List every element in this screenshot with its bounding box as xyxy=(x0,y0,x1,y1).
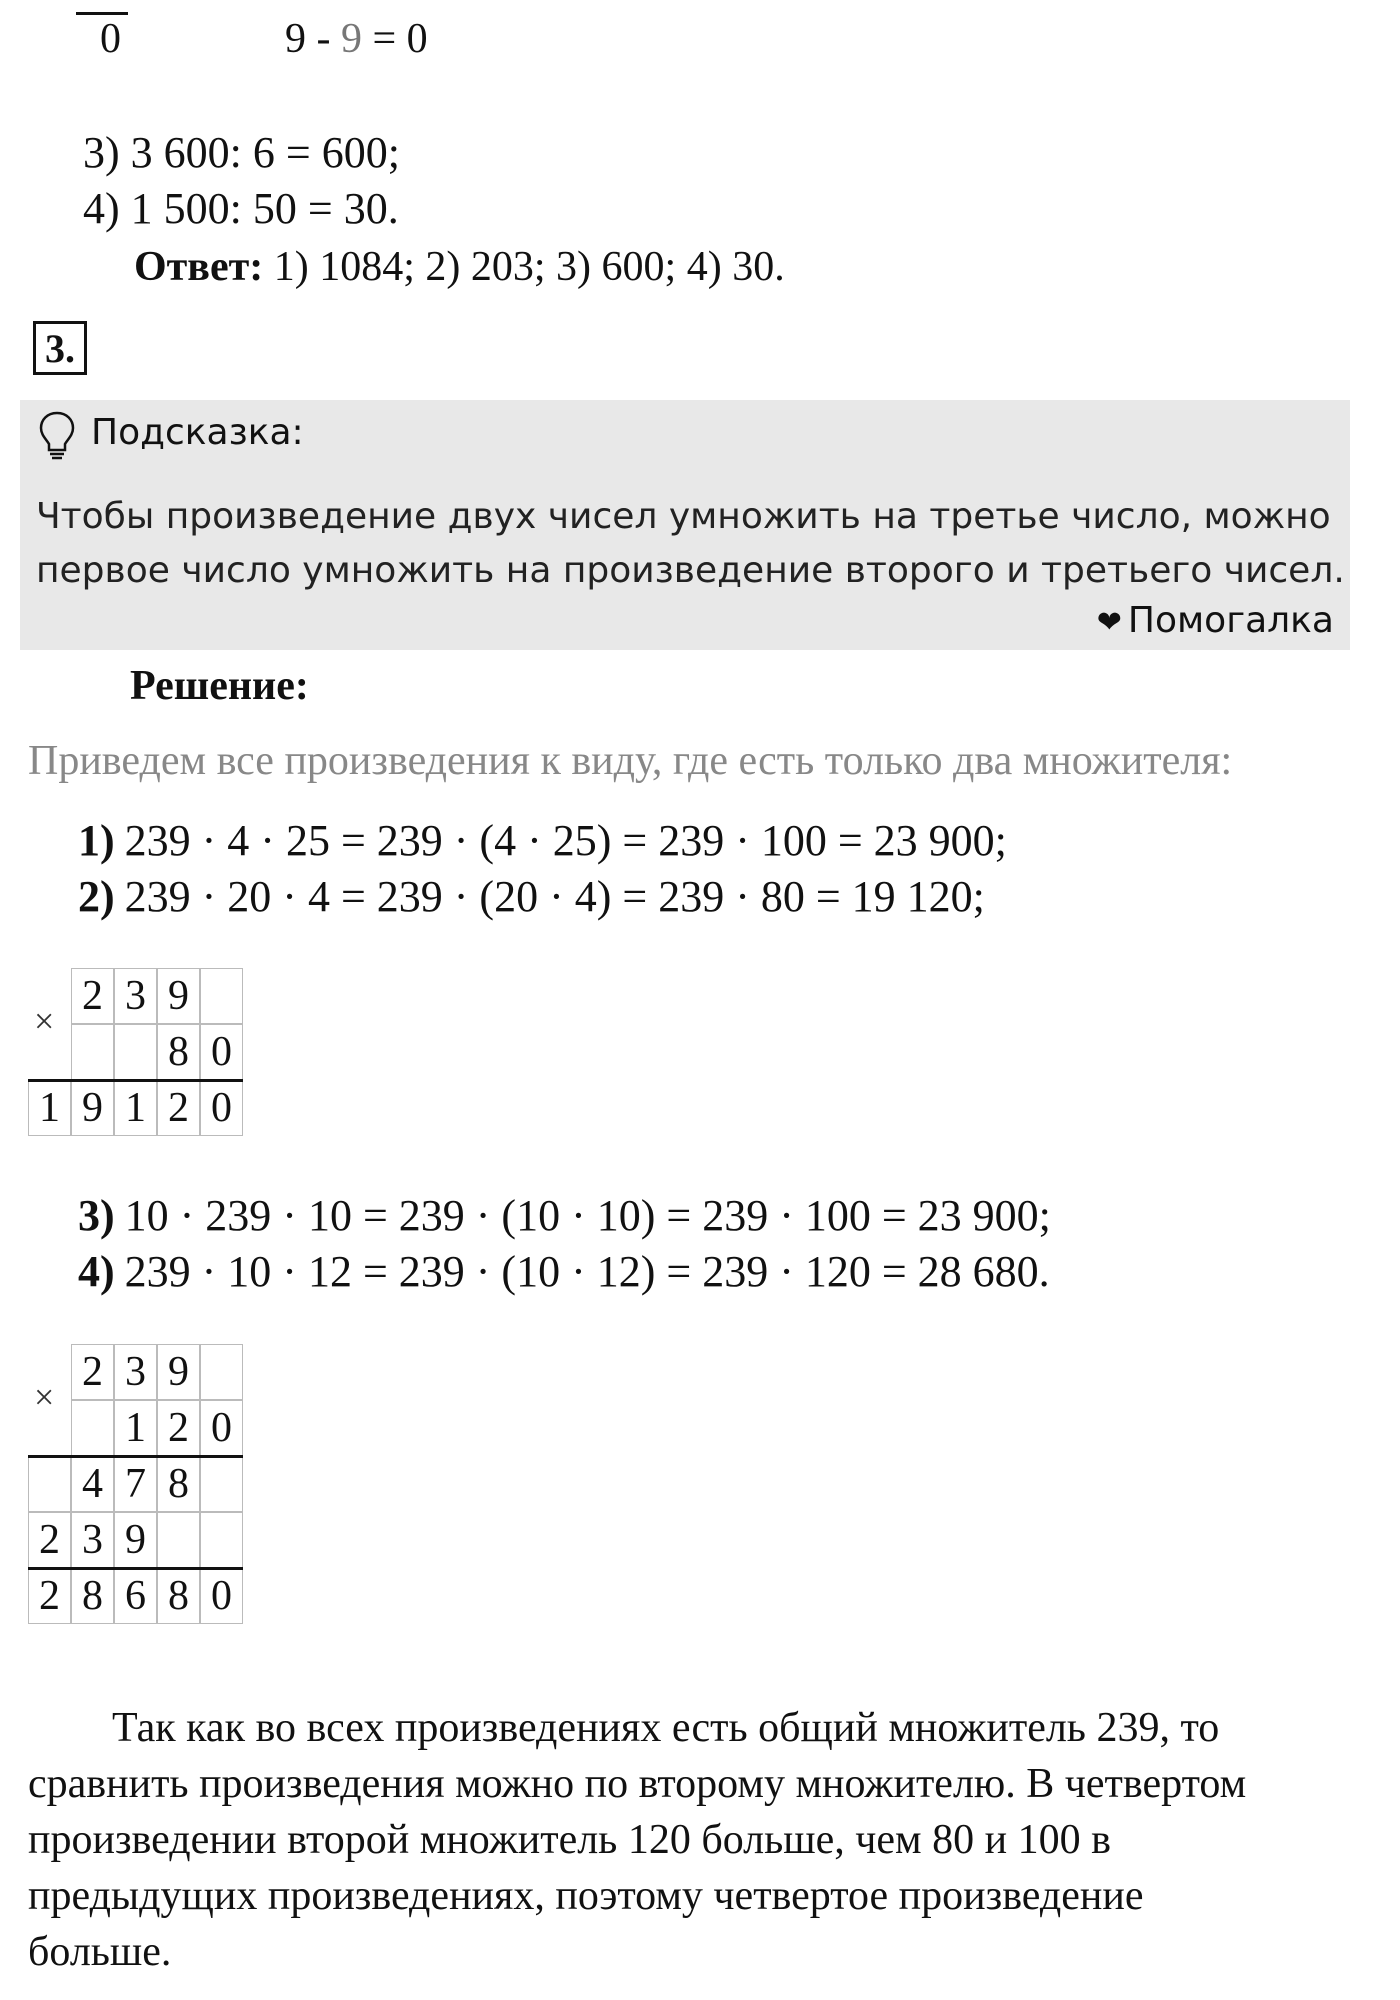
sum-line xyxy=(28,1455,243,1458)
grid-cell xyxy=(71,1024,114,1080)
grid-cell: 9 xyxy=(114,1512,157,1568)
hint-title: Подсказка: xyxy=(91,412,304,453)
grid-cell: 3 xyxy=(114,1344,157,1400)
grid-cell: 3 xyxy=(114,968,157,1024)
sum-line xyxy=(28,1079,243,1082)
grid-cell: 2 xyxy=(71,1344,114,1400)
grid-cell: 2 xyxy=(28,1512,71,1568)
grid-cell: 6 xyxy=(114,1568,157,1624)
grid-cell: 0 xyxy=(200,1080,243,1136)
solution-title: Решение: xyxy=(130,663,309,709)
grid-cell: 8 xyxy=(157,1024,200,1080)
lightbulb-icon xyxy=(37,410,77,462)
multiply-sign: × xyxy=(34,1377,55,1417)
product-line-3 xyxy=(78,1190,1051,1241)
check-eq-mid: 9 xyxy=(341,16,362,62)
grid-cell: 8 xyxy=(71,1568,114,1624)
grid-cell xyxy=(200,968,243,1024)
grid-cell: 4 xyxy=(71,1456,114,1512)
grid-cell xyxy=(200,1344,243,1400)
product-expression: 239 · 20 · 4 = 239 · (20 · 4) = 239 · 80 = 19 120; xyxy=(124,872,985,921)
conclusion-line: сравнить произведения можно по второму множителю. В четвертом xyxy=(28,1761,1247,1807)
heart-icon: ❤ xyxy=(1096,605,1122,640)
conclusion-line: произведении второй множитель 120 больше, чем 80 и 100 в xyxy=(28,1817,1111,1863)
product-expression: 239 · 4 · 25 = 239 · (4 · 25) = 239 · 100 = 23 900; xyxy=(124,816,1007,865)
pomogalka-link[interactable] xyxy=(1097,600,1334,641)
task-number: 3. xyxy=(33,321,87,375)
grid-cell: 0 xyxy=(200,1568,243,1624)
prev-line-3: 3) 3 600: 6 = 600; xyxy=(83,128,400,177)
grid-cell xyxy=(200,1456,243,1512)
answer-line xyxy=(134,243,785,291)
grid-cell xyxy=(71,1400,114,1456)
prev-line-4: 4) 1 500: 50 = 30. xyxy=(83,184,399,233)
grid-cell: 1 xyxy=(28,1080,71,1136)
product-line-4 xyxy=(78,1246,1050,1297)
grid-cell xyxy=(157,1512,200,1568)
grid-cell xyxy=(28,1456,71,1512)
pomogalka-label: Помогалка xyxy=(1127,600,1334,641)
product-expression: 239 · 10 · 12 = 239 · (10 · 12) = 239 · 120 = 28 680. xyxy=(124,1247,1050,1296)
grid-cell: 0 xyxy=(200,1400,243,1456)
hint-panel xyxy=(20,400,1350,650)
check-eq-right: = 0 xyxy=(372,16,428,62)
grid-cell: 8 xyxy=(157,1568,200,1624)
conclusion-paragraph xyxy=(28,1700,1348,1980)
hint-text xyxy=(36,490,1345,598)
product-number: 3) xyxy=(78,1191,115,1240)
answer-label: Ответ: xyxy=(134,244,264,290)
answer-text: 1) 1084; 2) 203; 3) 600; 4) 30. xyxy=(273,244,785,290)
grid-cell: 2 xyxy=(157,1080,200,1136)
grid-cell: 2 xyxy=(71,968,114,1024)
grid-cell: 3 xyxy=(71,1512,114,1568)
conclusion-line: предыдущих произведениях, поэтому четвертое произведение xyxy=(28,1873,1144,1919)
product-number: 2) xyxy=(78,872,115,921)
grid-cell xyxy=(114,1024,157,1080)
grid-cell: 2 xyxy=(157,1400,200,1456)
multiply-sign: × xyxy=(34,1001,55,1041)
product-line-2 xyxy=(78,871,985,922)
solution-intro: Приведем все произведения к виду, где есть только два множителя: xyxy=(28,738,1233,784)
product-number: 4) xyxy=(78,1247,115,1296)
product-number: 1) xyxy=(78,816,115,865)
check-eq-left: 9 - xyxy=(285,16,331,62)
check-equation xyxy=(285,15,428,63)
product-expression: 10 · 239 · 10 = 239 · (10 · 10) = 239 · 100 = 23 900; xyxy=(124,1191,1051,1240)
grid-cell: 0 xyxy=(200,1024,243,1080)
hint-text-line: Чтобы произведение двух чисел умножить на третье число, можно xyxy=(36,496,1331,537)
grid-cell: 7 xyxy=(114,1456,157,1512)
grid-cell: 1 xyxy=(114,1080,157,1136)
grid-cell: 1 xyxy=(114,1400,157,1456)
product-line-1 xyxy=(78,815,1007,866)
grid-cell: 9 xyxy=(157,968,200,1024)
grid-cell: 2 xyxy=(28,1568,71,1624)
division-remainder: 0 xyxy=(100,16,121,62)
grid-cell: 8 xyxy=(157,1456,200,1512)
sum-line xyxy=(28,1567,243,1570)
hint-text-line: первое число умножить на произведение второго и третьего чисел. xyxy=(36,550,1345,591)
grid-cell: 9 xyxy=(157,1344,200,1400)
grid-cell: 9 xyxy=(71,1080,114,1136)
conclusion-line: больше. xyxy=(28,1929,172,1975)
conclusion-line: Так как во всех произведениях есть общий множитель 239, то xyxy=(28,1705,1220,1751)
grid-cell xyxy=(200,1512,243,1568)
